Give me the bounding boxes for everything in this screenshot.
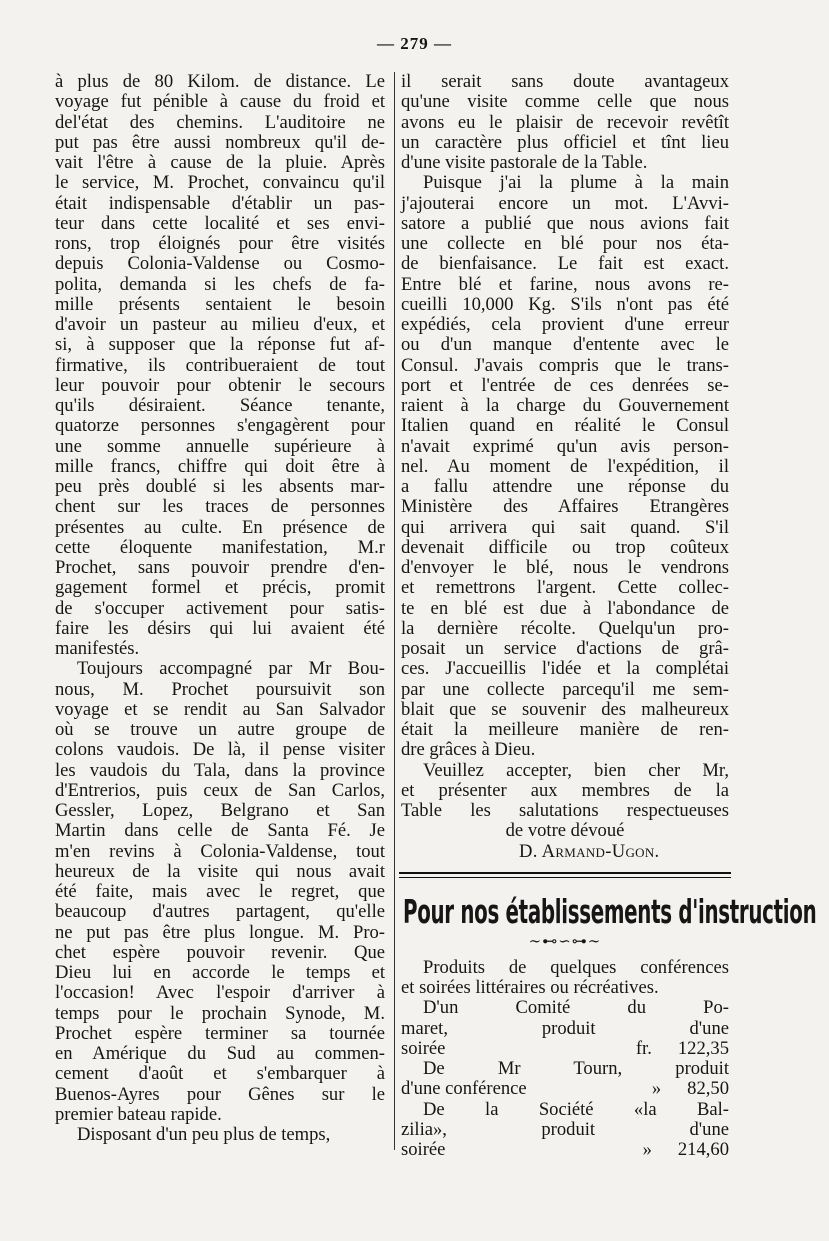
text-line: beaucoup d'autres partagent, qu'elle [55, 901, 385, 923]
column-divider [394, 72, 395, 1150]
text-line: De la Société «la Bal- [423, 1098, 729, 1120]
text-line: Disposant d'un peu plus de temps, [77, 1124, 331, 1145]
text-line: en Amérique du Sud au commen- [55, 1043, 385, 1064]
text-line: avons eu le plaisir de recevoir revêtît [401, 111, 729, 133]
text-line: les vaudois du Tala, dans la province [55, 759, 385, 781]
section-divider [399, 872, 731, 878]
text-line: manifestés. [55, 638, 140, 659]
text-line: Gessler, Lopez, Belgrano et San [55, 800, 385, 821]
text-line: gagement formel et précis, promit [55, 577, 385, 599]
text-line: ces. J'accueillis l'idée et la complétai [401, 658, 729, 680]
text-line: ou d'un manque d'entente avec le [401, 334, 729, 356]
donation-amount: 122,35 [677, 1037, 729, 1059]
signature: D. Armand-Ugon. [519, 840, 660, 862]
donation-list [401, 998, 729, 1160]
text-line: de s'occuper activement pour satis- [55, 597, 385, 619]
currency-unit: » [651, 1078, 662, 1100]
text-line: D'un Comité du Po- [423, 997, 729, 1019]
text-line: colons vaudois. De là, il pense visiter [55, 739, 385, 761]
text-line: par une collecte parcequ'il me sem- [401, 678, 729, 700]
text-line: devenait difficile ou trop coûteux [401, 536, 729, 558]
text-line: Prochet espère terminer sa tournée [55, 1022, 385, 1044]
text-line: firmative, ils contribueraient de tout [55, 354, 385, 376]
text-line: a fallu attendre une réponse du [401, 476, 729, 497]
donation-row [401, 1140, 729, 1160]
text-line: maret, produit d'une [401, 1017, 729, 1039]
text-line: vait l'être à cause de la pluie. Après [55, 152, 385, 173]
text-line: cement d'août et s'embarquer à [55, 1063, 385, 1085]
currency-unit: » [642, 1139, 652, 1160]
text-line: cueilli 10,000 Kg. S'ils n'ont pas été [401, 293, 729, 315]
donation-amount-group [643, 1140, 729, 1160]
text-line: Consul. J'avais compris que le trans- [401, 354, 729, 376]
text-line: la dernière récolte. Quelqu'un pro- [401, 617, 729, 639]
text-line: et soirées littéraires ou récréatives. [401, 977, 659, 998]
text-line: chet espère pouvoir revenir. Que [55, 941, 385, 963]
text-line: Dieu lui en accorde le temps et [55, 962, 385, 983]
text-line: Table les salutations respectueuses [401, 800, 729, 821]
text-line: teur dans cette localité et ses envi- [55, 212, 385, 234]
page-number: — 279 — [377, 34, 452, 53]
text-line: n'avait exprimé qu'un avis person- [401, 435, 729, 457]
text-line: à plus de 80 Kilom. de distance. Le [55, 71, 385, 92]
text-line: leur pouvoir pour obtenir le secours [55, 374, 385, 396]
text-line: Italien quand en réalité le Consul [401, 415, 729, 437]
text-line: Prochet, sans pouvoir prendre d'en- [55, 557, 385, 578]
text-line: nous, M. Prochet poursuivit son [55, 678, 385, 700]
letter-continuation [401, 72, 729, 842]
donation-row [401, 1039, 729, 1059]
donation-amount: 214,60 [677, 1139, 729, 1160]
text-line: cette éloquente manifestation, M.r [55, 536, 385, 558]
text-line: rons, trop éloignés pour être visités [55, 233, 385, 254]
text-line: port et l'entrée de ces denrées se- [401, 374, 729, 396]
text-line: Entre blé et farine, nous avons re- [401, 273, 729, 295]
text-line: De Mr Tourn, produit [423, 1058, 729, 1079]
text-line: l'occasion! Avec l'espoir d'arriver à [55, 982, 385, 1004]
donation-label: d'une conférence [401, 1078, 527, 1100]
text-line: zilia», produit d'une [401, 1118, 729, 1140]
text-line: de bienfaisance. Le fait est exact. [401, 253, 729, 275]
text-line: qu'une visite comme celle que nous [401, 91, 729, 113]
text-line: heureux de la visite qui nous avait [55, 860, 385, 882]
text-line: Veuillez accepter, bien cher Mr, [423, 759, 729, 781]
text-line: de votre dévoué [505, 820, 625, 842]
text-line: depuis Colonia-Valdense ou Cosmo- [55, 253, 385, 275]
text-line: dre grâces à Dieu. [401, 739, 536, 761]
text-line: temps pour le prochain Synode, M. [55, 1002, 385, 1024]
text-line: voyage fut pénible à cause du froid et [55, 91, 385, 113]
text-line: il serait sans doute avantageux [401, 71, 729, 92]
text-line: d'envoyer le blé, nous le vendrons [401, 557, 729, 578]
text-line: Produits de quelques conférences [423, 956, 729, 978]
section-intro [401, 958, 729, 999]
text-line: blait que se souvenir des malheureux [401, 698, 729, 720]
text-line: une collecte en blé pour nos éta- [401, 233, 729, 254]
right-column [401, 71, 817, 1181]
donation-row [401, 1079, 729, 1099]
text-line: si, à supposer que la réponse fut af- [55, 334, 385, 356]
text-line: Ministère des Affaires Etrangères [401, 496, 729, 518]
text-line: d'une visite pastorale de la Table. [401, 152, 648, 173]
text-line: un caractère plus officiel et tînt lieu [401, 131, 729, 153]
text-line: était indispensable d'établir un pas- [55, 192, 385, 214]
text-line: posait un service d'actions de grâ- [401, 638, 729, 659]
text-line: j'ajouterai encore un mot. L'Avvi- [401, 192, 729, 214]
text-line: satore a publié que nous avions fait [401, 212, 729, 234]
left-column [55, 72, 385, 1181]
text-line: polita, demanda si les chefs de fa- [55, 273, 385, 295]
text-line: premier bateau rapide. [55, 1103, 222, 1125]
text-line: qu'ils désiraient. Séance tenante, [55, 395, 385, 416]
currency-unit: fr. [635, 1037, 652, 1059]
text-line: mille présents sentaient le besoin [55, 293, 385, 315]
text-line: m'en revins à Colonia-Valdense, tout [55, 840, 385, 862]
text-line: était la meilleure manière de ren- [401, 719, 729, 740]
donation-label: soirée [401, 1139, 446, 1160]
text-line: Martin dans celle de Santa Fé. Je [55, 820, 385, 842]
text-line: put pas être aussi nombreux qu'il de- [55, 131, 385, 153]
donation-amount-group [636, 1039, 729, 1059]
ornament: ∼⊷∽⊶∼ [528, 933, 602, 950]
text-line: peu près doublé si les absents mar- [55, 476, 385, 497]
text-line: chent sur les traces de personnes [55, 496, 385, 518]
text-line: d'avoir un pasteur au milieu d'eux, et [55, 314, 385, 335]
text-line: te en blé est due à l'abondance de [401, 597, 729, 619]
text-line: et présenter aux membres de la [401, 779, 729, 801]
text-line: quatorze personnes s'engagèrent pour [55, 415, 385, 437]
donation-amount: 82,50 [687, 1078, 729, 1100]
text-line: raient à la charge du Gouvernement [401, 395, 729, 416]
text-line: et remettrons l'argent. Cette collec- [401, 577, 729, 599]
text-line: nel. Au moment de l'expédition, il [401, 455, 729, 477]
text-line: Toujours accompagné par Mr Bou- [77, 658, 385, 680]
text-line: del'état des chemins. L'auditoire ne [55, 111, 385, 133]
donation-amount-group [652, 1079, 729, 1099]
text-line: expédiés, cela provient d'une erreur [401, 314, 729, 335]
text-line: le service, M. Prochet, convaincu qu'il [55, 172, 385, 194]
text-line: ne put pas être plus longue. M. Pro- [55, 921, 385, 943]
text-line: faire les désirs qui lui avaient été [55, 617, 385, 639]
text-line: voyage et se rendit au San Salvador [55, 698, 385, 720]
text-line: Buenos-Ayres pour Gênes sur le [55, 1083, 385, 1105]
text-line: où se trouve un autre groupe de [55, 719, 385, 740]
section-title: Pour nos établissements d'instruction [403, 891, 817, 931]
text-line: été faite, mais avec le regret, que [55, 881, 385, 902]
text-line: présentes au culte. En présence de [55, 516, 385, 538]
donation-label: soirée [401, 1037, 446, 1059]
text-line: mille francs, chiffre qui doit être à [55, 455, 385, 477]
text-line: d'Entrerios, puis ceux de San Carlos, [55, 779, 385, 801]
text-line: une somme annuelle supérieure à [55, 435, 385, 457]
text-line: Puisque j'ai la plume à la main [423, 172, 729, 194]
text-line: qui arrivera qui sait quand. S'il [401, 516, 729, 538]
